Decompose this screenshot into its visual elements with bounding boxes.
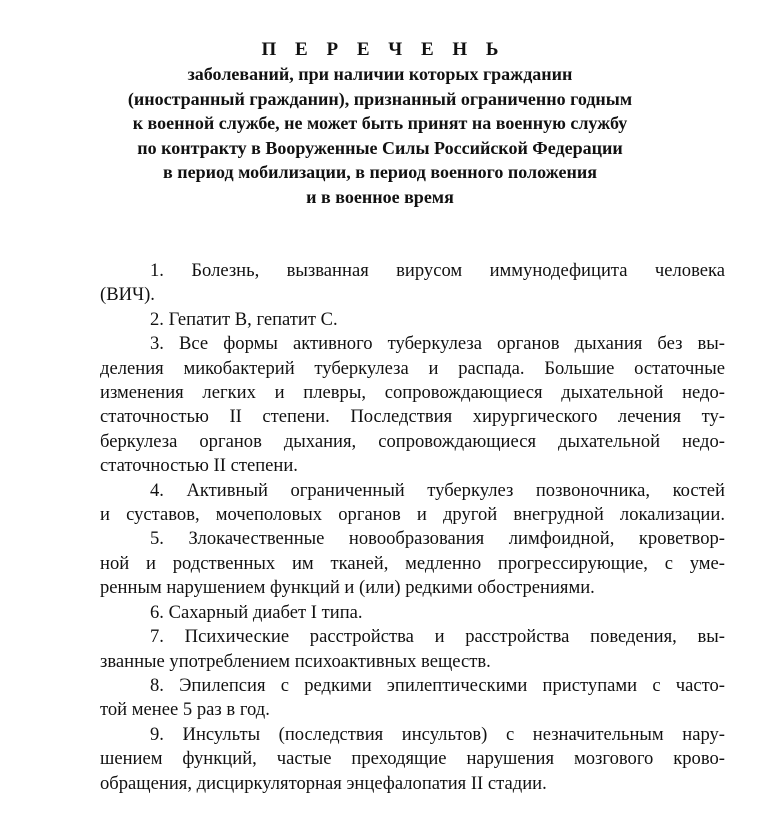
text-line: ренным нарушением функций и (или) редкими обострениями. (100, 577, 595, 599)
document-subtitle (60, 62, 700, 209)
list-item-7 (100, 625, 725, 674)
subtitle-line: (иностранный гражданин), признанный ограниченно годным (127, 88, 633, 109)
text-line: 7. Психические расстройства и расстройства поведения, вы- (150, 626, 725, 648)
list-item-6 (100, 601, 725, 625)
list-item-5 (100, 527, 725, 600)
text-line: 9. Инсульты (последствия инсультов) с незначительным нару- (150, 723, 725, 745)
text-line: 8. Эпилепсия с редкими эпилептическими приступами с часто- (150, 674, 725, 696)
list-item-8 (100, 674, 725, 723)
text-line: званные употреблением психоактивных веществ. (100, 650, 491, 672)
subtitle-line: в период мобилизации, в период военного положения (163, 162, 597, 182)
text-line: статочностью II степени. (100, 455, 298, 477)
text-line: и суставов, мочеполовых органов и другой внегрудной локализации. (100, 504, 725, 526)
text-line: 3. Все формы активного туберкулеза органов дыхания без вы- (150, 333, 725, 355)
text-line: обращения, дисциркуляторная энцефалопатия II стадии. (100, 772, 547, 794)
list-item-4 (100, 479, 725, 528)
subtitle-line: по контракту в Вооруженные Силы Российской Федерации (137, 137, 623, 158)
text-line: 1. Болезнь, вызванная вирусом иммунодефицита человека (150, 260, 725, 281)
text-line: 6. Сахарный диабет I типа. (150, 601, 363, 623)
list-item-3 (100, 332, 725, 478)
text-line: (ВИЧ). (100, 284, 155, 306)
list-item-2 (100, 308, 725, 332)
list-item-9 (100, 723, 725, 796)
document-heading (60, 38, 700, 209)
document-body (100, 259, 725, 796)
text-line: 5. Злокачественные новообразования лимфоидной, кроветвор- (150, 528, 725, 550)
subtitle-line: заболеваний, при наличии которых гражданин (187, 64, 573, 84)
subtitle-line: к военной службе, не может быть принят на военную службу (132, 113, 628, 133)
text-line: изменения легких и плевры, сопровождающиеся дыхательной недо- (100, 382, 725, 404)
text-line: шением функций, частые преходящие нарушения мозгового крово- (100, 748, 725, 770)
list-item-1 (100, 259, 725, 308)
text-line: 4. Активный ограниченный туберкулез позвоночника, костей (150, 479, 725, 501)
text-line: ной и родственных им тканей, медленно прогрессирующие, с уме- (100, 552, 725, 574)
text-line: 2. Гепатит В, гепатит С. (150, 308, 338, 330)
text-line: статочностью II степени. Последствия хирургического лечения ту- (100, 406, 725, 428)
text-line: деления микобактерий туберкулеза и распада. Большие остаточные (100, 357, 725, 379)
subtitle-line: и в военное время (306, 186, 454, 207)
text-line: беркулеза органов дыхания, сопровождающиеся дыхательной недо- (100, 430, 725, 452)
document-title: П Е Р Е Ч Е Н Ь (261, 39, 506, 60)
text-line: той менее 5 раз в год. (100, 699, 270, 721)
